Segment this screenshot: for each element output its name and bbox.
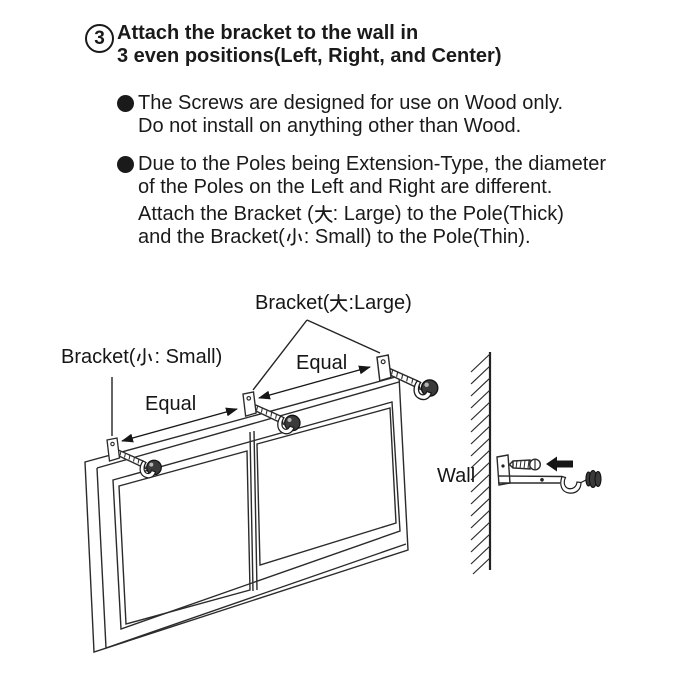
- label-bracket-small: [61, 346, 222, 369]
- screw-icon: [510, 459, 541, 470]
- kanji-sho-icon: [135, 347, 154, 366]
- label-text: Bracket(: [255, 292, 330, 314]
- tightening-knob-icon: [586, 471, 601, 488]
- window-frame: [85, 376, 408, 652]
- note-line-text: Attach the Bracket (: [138, 203, 314, 225]
- note-wood-only-text: [138, 92, 563, 138]
- note-line: Do not install on anything other than Wood.: [138, 115, 522, 137]
- note-line: The Screws are designed for use on Wood only.: [138, 92, 564, 114]
- kanji-dai-icon: [329, 293, 348, 312]
- note-line-text: : Large) to the Pole(Thick): [332, 203, 564, 225]
- step-heading-text: [117, 22, 501, 68]
- wall-detail-bracket: [497, 455, 601, 493]
- label-text: : Small): [154, 346, 223, 368]
- insert-direction-arrow-icon: [546, 457, 573, 472]
- step-heading: [85, 22, 501, 68]
- kanji-dai-icon: [314, 204, 333, 223]
- label-wall: Wall: [437, 465, 476, 487]
- note-line: Due to the Poles being Extension-Type, the diameter: [138, 153, 607, 175]
- installation-diagram: [0, 280, 700, 700]
- label-equal-left: Equal: [145, 393, 197, 415]
- wall-hatching: [471, 354, 490, 574]
- note-wood-only: [117, 92, 563, 138]
- note-line: [138, 203, 606, 226]
- note-pole-diameter-text: [138, 153, 606, 249]
- note-line-text: and the Bracket(: [138, 226, 285, 248]
- step-heading-line-2: 3 even positions(Left, Right, and Center): [117, 45, 502, 67]
- kanji-sho-icon: [285, 227, 304, 246]
- wall-section: [471, 352, 490, 574]
- note-pole-diameter: [117, 153, 606, 249]
- screw-hole: [501, 464, 504, 467]
- note-line-text: : Small) to the Pole(Thin).: [303, 226, 531, 248]
- step-heading-line-1: Attach the bracket to the wall in: [117, 22, 419, 44]
- step-number-badge: 3: [85, 24, 114, 53]
- label-bracket-large: [255, 292, 412, 315]
- label-text: :Large): [348, 292, 412, 314]
- bracket-plate: [497, 455, 510, 485]
- label-equal-right: Equal: [296, 352, 348, 374]
- label-text: Bracket(: [61, 346, 136, 368]
- bullet-dot-icon: [117, 156, 134, 173]
- bracket-arm: [498, 476, 586, 493]
- bullet-dot-icon: [117, 95, 134, 112]
- note-line: of the Poles on the Left and Right are different.: [138, 176, 553, 198]
- note-line: [138, 226, 606, 249]
